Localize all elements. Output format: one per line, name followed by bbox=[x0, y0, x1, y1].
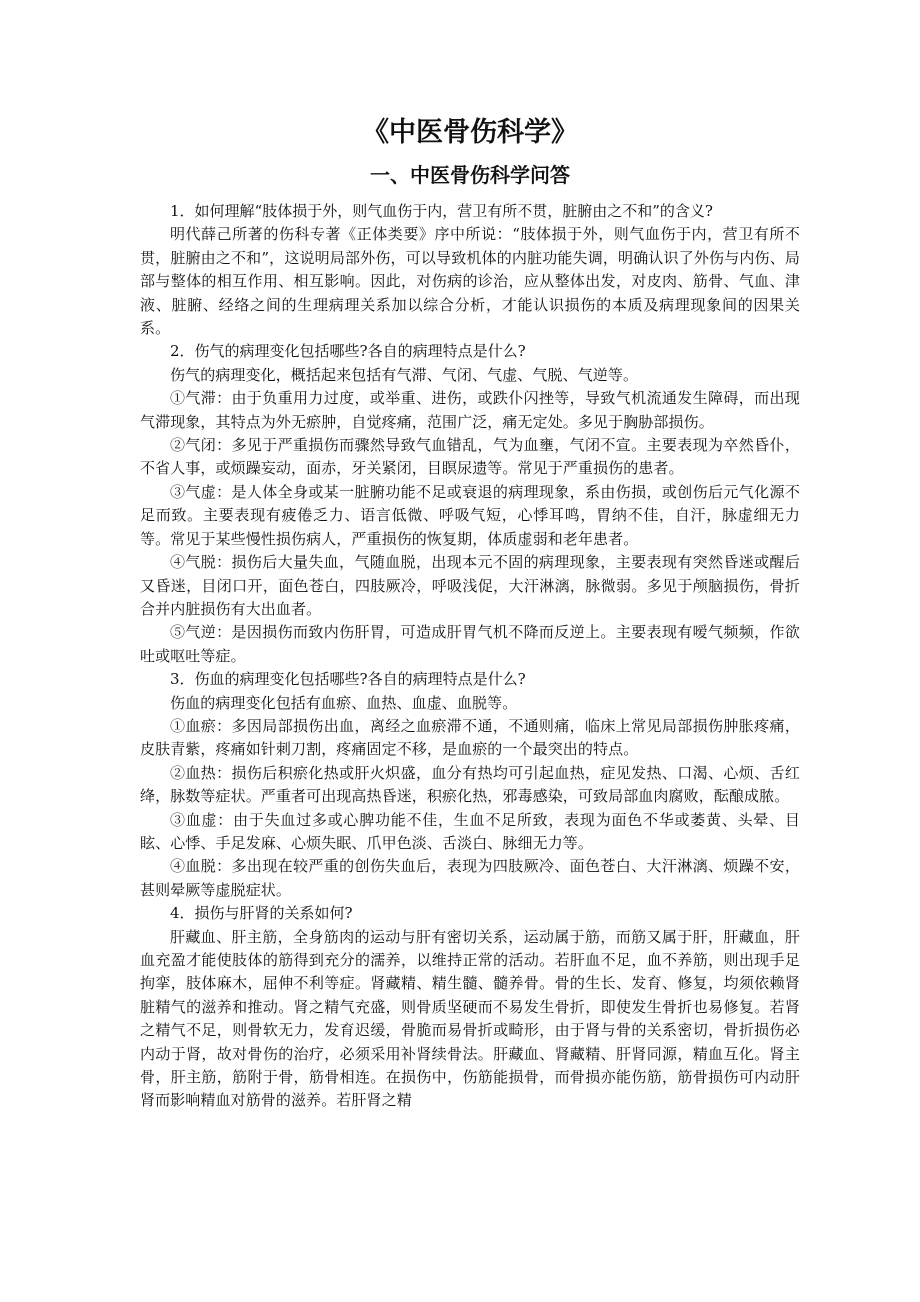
answer-paragraph: ①气滞：由于负重用力过度，或举重、进伤，或跌仆闪挫等，导致气机流通发生障碍，而出现气滞现象，其特点为外无瘀肿，自觉疼痛，范围广泛，痛无定处。多见于胸胁部损伤。 bbox=[140, 389, 800, 431]
question-paragraph: 4．损伤与肝肾的关系如何? bbox=[170, 904, 353, 923]
answer-paragraph: 肝藏血、肝主筋，全身筋肉的运动与肝有密切关系，运动属于筋，而筋又属于肝，肝藏血，肝血充盈才能使肢体的筋得到充分的濡养，以维持正常的活动。若肝血不足，血不养筋，则出现手足拘挛，肢体麻木，屈伸不利等症。肾藏精、精生髓、髓养骨。骨的生长、发育、修复，均须依赖肾脏精气的滋养和推动。肾之精气充盛，则骨质坚硬而不易发生骨折，即使发生骨折也易修复。若肾之精气不足，则骨软无力，发育迟缓，骨脆而易骨折或畸形，由于肾与骨的关系密切，骨折损伤必内动于肾，故对骨伤的治疗，必须采用补肾续骨法。肝藏血、肾藏精、肝肾同源，精血互化。肾主骨，肝主筋，筋附于骨，筋骨相连。在损伤中，伤筋能损骨，而骨损亦能伤筋，筋骨损伤可内动肝肾而影响精血对筋骨的滋养。若肝肾之精 bbox=[140, 927, 800, 1110]
answer-paragraph: 伤血的病理变化包括有血瘀、血热、血虚、血脱等。 bbox=[170, 693, 518, 712]
answer-paragraph: ①血瘀：多因局部损伤出血，离经之血瘀滞不通，不通则痛，临床上常见局部损伤肿胀疼痛，皮肤青紫，疼痛如针刺刀割，疼痛固定不移，是血瘀的一个最突出的特点。 bbox=[140, 716, 800, 759]
answer-paragraph: 明代薛己所著的伤科专著《正体类要》序中所说：“肢体损于外，则气血伤于内，营卫有所不贯，脏腑由之不和”，这说明局部外伤，可以导致机体的内脏功能失调，明确认识了外伤与内伤、局部与整体的相互作用、相互影响。因此，对伤病的诊治，应从整体出发，对皮肉、筋骨、气血、津液、脏腑、经络之间的生理病理关系加以综合分析，才能认识损伤的本质及病理现象间的因果关系。 bbox=[140, 225, 800, 338]
question-paragraph: 1．如何理解“肢体损于外，则气血伤于内，营卫有所不贯，脏腑由之不和”的含义? bbox=[170, 202, 713, 220]
answer-paragraph: ③气虚：是人体全身或某一脏腑功能不足或衰退的病理现象，系由伤损，或创伤后元气化源不足而致。主要表现有疲倦乏力、语言低微、呼吸气短，心悸耳鸣，胃纳不佳，自汗，脉虚细无力等。常见于某些慢性损伤病人，严重损伤的恢复期，体质虚弱和老年患者。 bbox=[140, 482, 800, 548]
question-paragraph: 3．伤血的病理变化包括哪些?各自的病理特点是什么? bbox=[170, 670, 526, 689]
answer-paragraph: ②血热：损伤后积瘀化热或肝火炽盛，血分有热均可引起血热，症见发热、口渴、心烦、舌红绛，脉数等症状。严重者可出现高热昏迷，积瘀化热，邪毒感染，可致局部血肉腐败，酝酿成脓。 bbox=[140, 763, 800, 806]
document-title: 《中医骨伤科学》 bbox=[362, 117, 578, 148]
document-body bbox=[140, 200, 800, 1113]
document-page bbox=[140, 112, 800, 1113]
answer-paragraph: ④血脱：多出现在较严重的创伤失血后，表现为四肢厥冷、面色苍白、大汗淋漓、烦躁不安，甚则晕厥等虚脱症状。 bbox=[140, 857, 800, 899]
answer-paragraph: ③血虚：由于失血过多或心脾功能不佳，生血不足所致，表现为面色不华或萎黄、头晕、目眩、心悸、手足发麻、心烦失眠、爪甲色淡、舌淡白、脉细无力等。 bbox=[140, 810, 800, 852]
answer-paragraph: ④气脱：损伤后大量失血，气随血脱，出现本元不固的病理现象，主要表现有突然昏迷或醒后又昏迷，目闭口开，面色苍白，四肢厥冷，呼吸浅促，大汗淋漓，脉微弱。多见于颅脑损伤，骨折合并内脏损伤有大出血者。 bbox=[140, 553, 800, 618]
answer-paragraph: 伤气的病理变化，概括起来包括有气滞、气闭、气虚、气脱、气逆等。 bbox=[170, 365, 639, 384]
answer-paragraph: ②气闭：多见于严重损伤而骤然导致气血错乱，气为血壅，气闭不宣。主要表现为卒然昏仆，不省人事，或烦躁妄动，面赤，牙关紧闭，目瞑尿遗等。常见于严重损伤的患者。 bbox=[140, 436, 800, 478]
section-title: 一、中医骨伤科学问答 bbox=[370, 163, 570, 187]
question-paragraph: 2．伤气的病理变化包括哪些?各自的病理特点是什么? bbox=[170, 342, 526, 361]
answer-paragraph: ⑤气逆：是因损伤而致内伤肝胃，可造成肝胃气机不降而反逆上。主要表现有嗳气频频，作欲吐或呕吐等症。 bbox=[140, 623, 800, 665]
